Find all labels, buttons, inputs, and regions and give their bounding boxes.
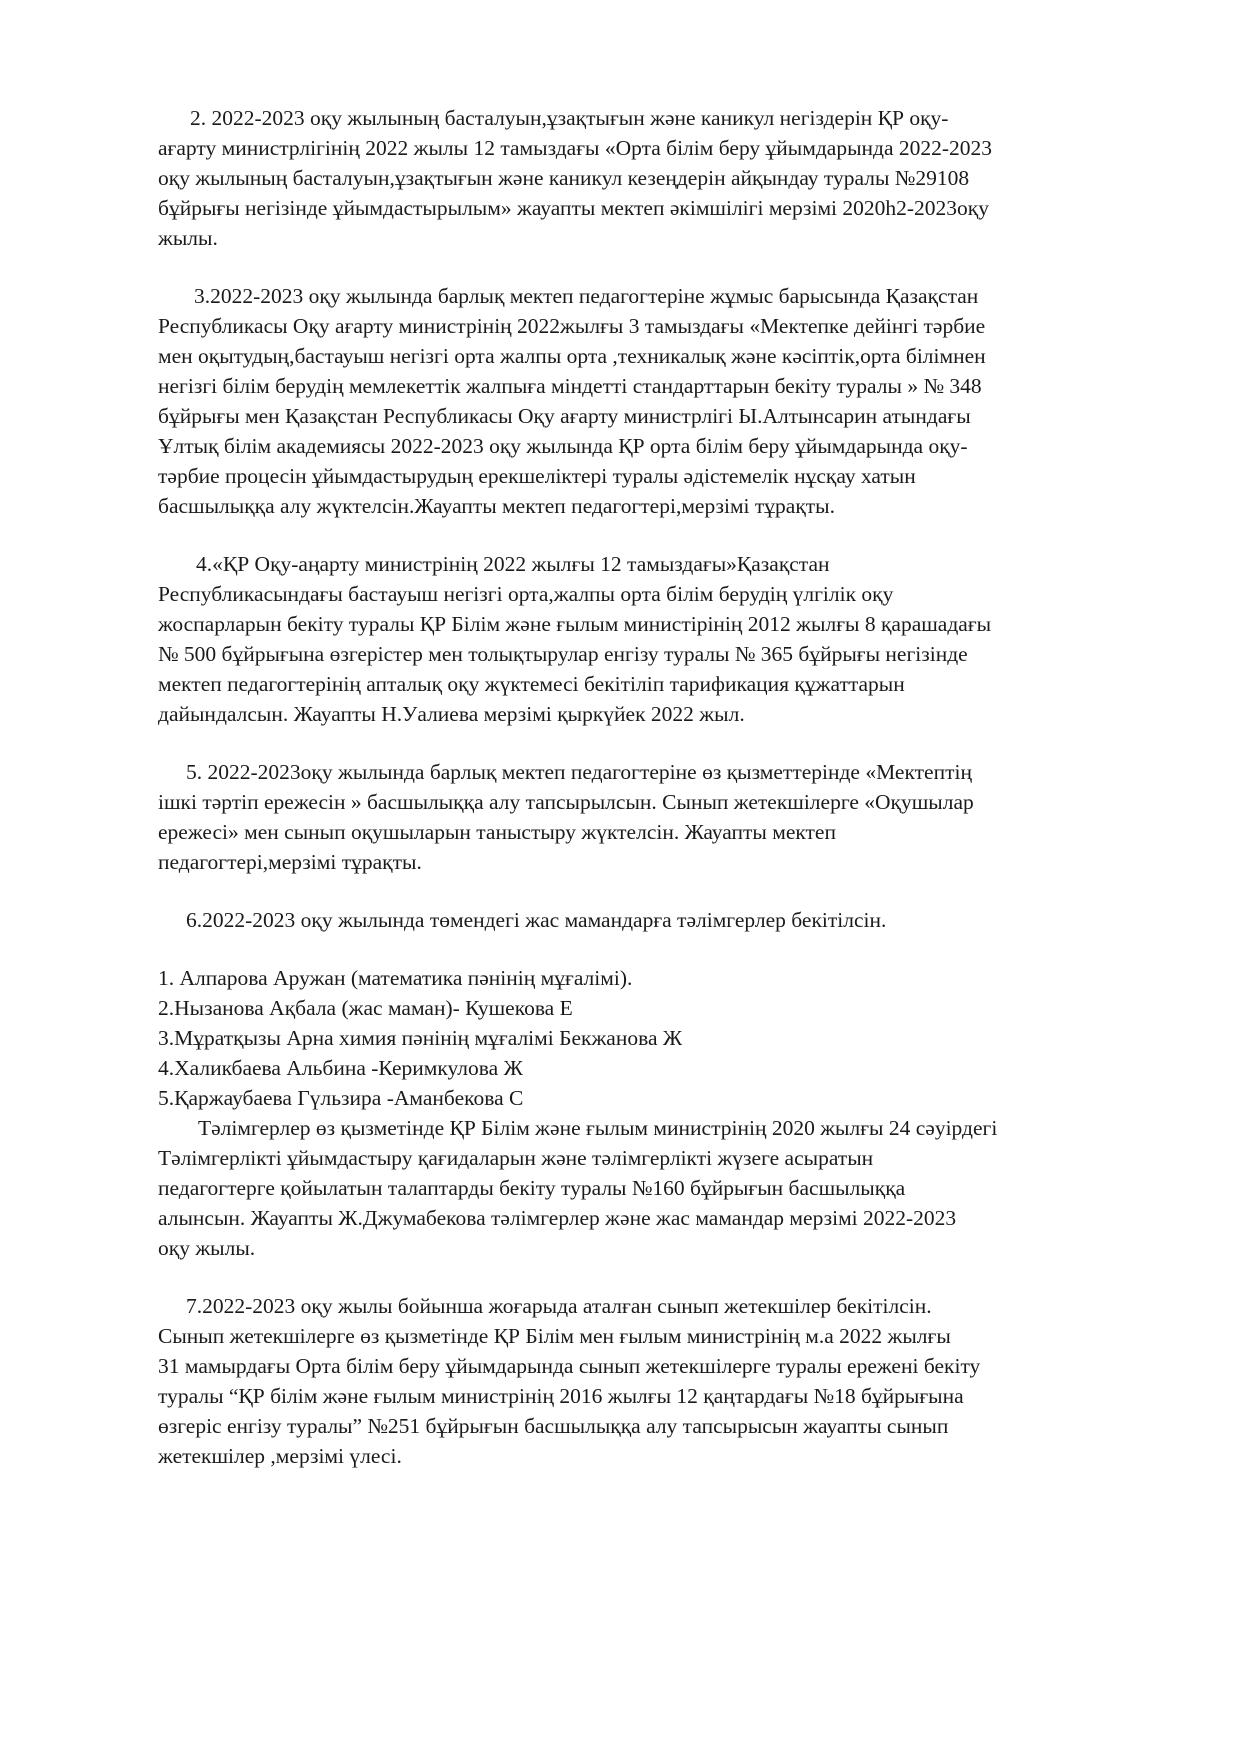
text-line: жоспарларын бекіту туралы ҚР Білім және ғылым министірінің 2012 жылғы 8 қарашадағы — [158, 612, 992, 636]
text-line: 2. 2022-2023 оқу жылының басталуын,ұзақтығын және каникул негіздерін ҚР оқу- — [190, 106, 949, 130]
text-line: 5. 2022-2023оқу жылында барлық мектеп педагогтеріне өз қызметтерінде «Мектептің — [186, 760, 972, 784]
text-line: ішкі тәртіп ережесін » басшылыққа алу тапсырылсын. Сынып жетекшілерге «Оқушылар — [158, 790, 974, 814]
text-line: 4.«ҚР Оқу-аңарту министрінің 2022 жылғы 12 тамыздағы»Қазақстан — [196, 552, 830, 576]
text-line: Республикасындағы бастауыш негізгі орта,жалпы орта білім берудің үлгілік оқу — [158, 582, 894, 606]
text-line: 3.2022-2023 оқу жылында барлық мектеп педагогтеріне жұмыс барысында Қазақстан — [194, 284, 979, 308]
text-line: өзгеріс енгізу туралы” №251 бұйрығын басшылыққа алу тапсырысын жауапты сынып — [158, 1414, 949, 1438]
text-line: жылы. — [158, 226, 218, 250]
text-line: ережесі» мен сынып оқушыларын таныстыру жүктелсін. Жауапты мектеп — [158, 820, 836, 844]
list-item: 3.Мұратқызы Арна химия пәнінің мұғалімі Бекжанова Ж — [158, 1026, 683, 1050]
text-line: негізгі білім берудің мемлекеттік жалпыға міндетті стандарттарын бекіту туралы » № 348 — [158, 374, 982, 398]
text-line: педагогтері,мерзімі тұрақты. — [158, 850, 422, 874]
list-item: 5.Қаржаубаева Гүльзира -Аманбекова С — [158, 1086, 524, 1110]
text-line: оқу жылының басталуын,ұзақтығын және каникул кезеңдерін айқындау туралы №29108 — [158, 166, 970, 190]
text-line: бұйрығы мен Қазақстан Республикасы Оқу ағарту министрлігі Ы.Алтынсарин атындағы — [158, 404, 971, 428]
text-line: дайындалсын. Жауапты Н.Уалиева мерзімі қыркүйек 2022 жыл. — [158, 702, 745, 726]
text-line: туралы “ҚР білім және ғылым министрінің 2016 жылғы 12 қаңтардағы №18 бұйрығына — [158, 1384, 964, 1408]
paragraph-6 — [158, 905, 1048, 935]
text-line: ағарту министрлігінің 2022 жылы 12 тамыздағы «Орта білім беру ұйымдарында 2022-2023 — [158, 136, 993, 160]
text-line: Ұлтық білім академиясы 2022-2023 оқу жылында ҚР орта білім беру ұйымдарында оқу- — [158, 434, 968, 458]
list-item: 1. Алпарова Аружан (математика пәнінің мұғалімі). — [158, 966, 633, 990]
text-line: 7.2022-2023 оқу жылы бойынша жоғарыда аталған сынып жетекшілер бекітілсін. — [186, 1294, 932, 1318]
text-line: 31 мамырдағы Орта білім беру ұйымдарында сынып жетекшілерге туралы ережені бекіту — [158, 1354, 981, 1378]
list-item: 4.Халикбаева Альбина -Керимкулова Ж — [158, 1056, 523, 1080]
text-line: № 500 бұйрығына өзгерістер мен толықтырулар енгізу туралы № 365 бұйрығы негізінде — [158, 642, 968, 666]
paragraph-7 — [158, 1291, 1048, 1471]
list-item: 2.Нызанова Ақбала (жас маман)- Кушекова Е — [158, 996, 573, 1020]
text-line: 6.2022-2023 оқу жылында төмендегі жас мамандарға тәлімгерлер бекітілсін. — [186, 908, 887, 932]
text-line: жетекшілер ,мерзімі үлесі. — [158, 1444, 402, 1468]
text-line: Тәлімгерлікті ұйымдастыру қағидаларын және тәлімгерлікті жүзеге асыратын — [158, 1146, 874, 1170]
text-line: алынсын. Жауапты Ж.Джумабекова тәлімгерлер және жас мамандар мерзімі 2022-2023 — [158, 1206, 957, 1230]
text-line: басшылыққа алу жүктелсін.Жауапты мектеп педагогтері,мерзімі тұрақты. — [158, 494, 835, 518]
text-line: тәрбие процесін ұйымдастырудың ерекшеліктері туралы әдістемелік нұсқау хатын — [158, 464, 916, 488]
text-line: оқу жылы. — [158, 1236, 256, 1260]
mentor-list — [158, 963, 1048, 1113]
text-line: Сынып жетекшілерге өз қызметінде ҚР Білім мен ғылым министрінің м.а 2022 жылғы — [158, 1324, 951, 1348]
text-line: бұйрығы негізінде ұйымдастырылым» жауапты мектеп әкімшілігі мерзімі 2020h2-2023оқу — [158, 196, 990, 220]
text-line: Тәлімгерлер өз қызметінде ҚР Білім және ғылым министрінің 2020 жылғы 24 сәуірдегі — [198, 1116, 998, 1140]
text-line: педагогтерге қойылатын талаптарды бекіту туралы №160 бұйрығын басшылыққа — [158, 1176, 906, 1200]
paragraph-2 — [158, 103, 1048, 253]
paragraph-4 — [158, 549, 1048, 729]
document-body — [158, 103, 1048, 1499]
paragraph-3 — [158, 281, 1048, 521]
text-line: мектеп педагогтерінің апталық оқу жүктемесі бекітіліп тарификация құжаттарын — [158, 672, 905, 696]
paragraph-5 — [158, 757, 1048, 877]
text-line: Республикасы Оқу ағарту министрінің 2022жылғы 3 тамыздағы «Мектепке дейінгі тәрбие — [158, 314, 986, 338]
text-line: мен оқытудың,бастауыш негізгі орта жалпы орта ,техникалық және кәсіптік,орта білімнен — [158, 344, 986, 368]
mentor-paragraph — [158, 1113, 1048, 1263]
